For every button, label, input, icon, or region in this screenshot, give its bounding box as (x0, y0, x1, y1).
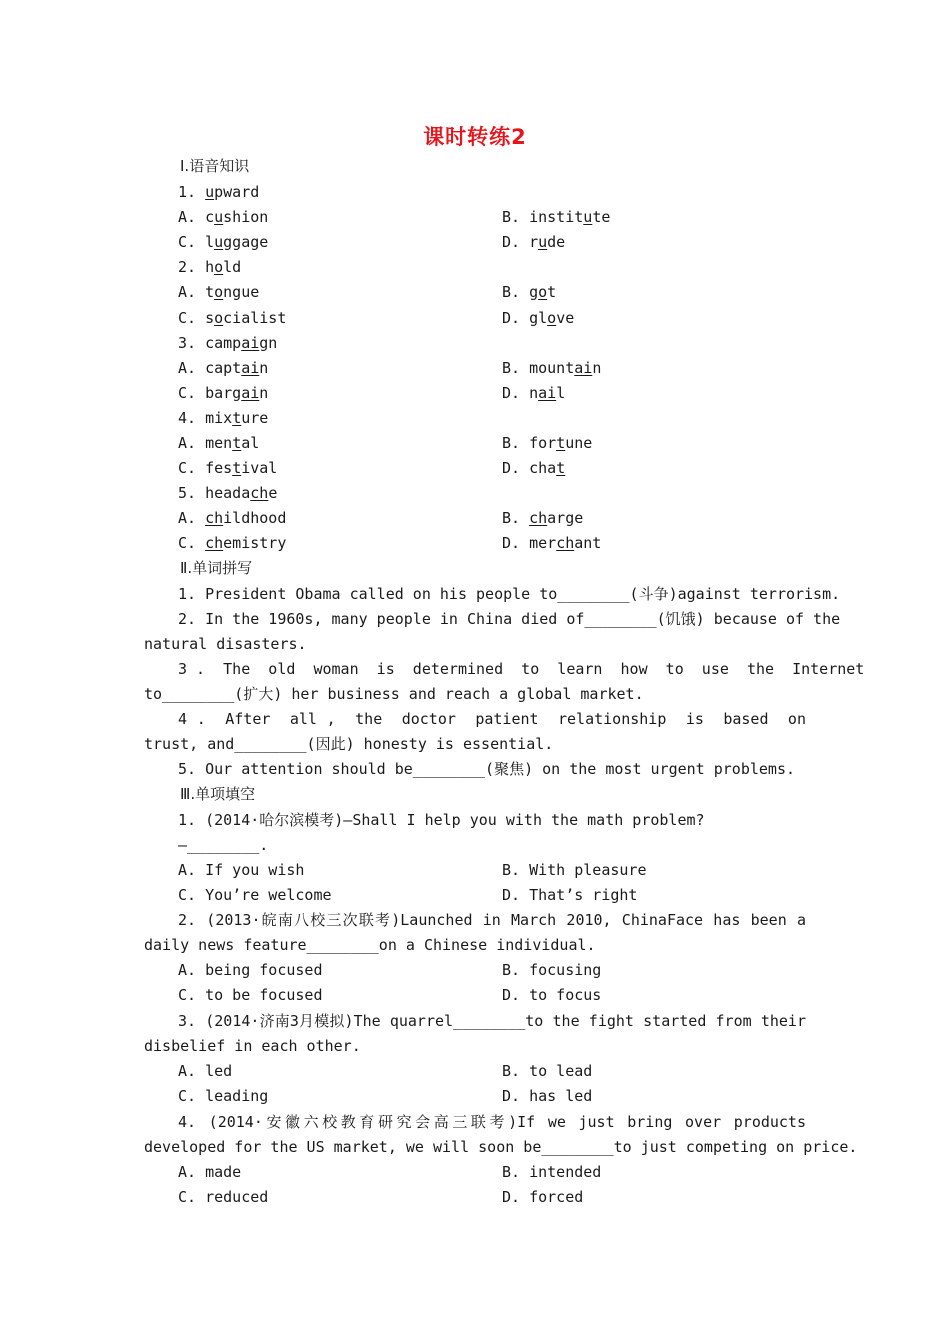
phonetic-q5-option-d (502, 533, 601, 553)
word-part: e (268, 484, 278, 502)
spelling-item-1: 1. President Obama called on his people to________(斗争)against terrorism. (178, 585, 841, 603)
choice-q1-option-c: C. You’re welcome (178, 886, 332, 904)
choice-q4-option-a: A. made (178, 1163, 242, 1181)
word-part: ve (556, 309, 575, 327)
phonetic-q1-option-d (502, 232, 565, 252)
underlined-letters: ai (574, 359, 593, 377)
section-3-heading: Ⅲ.单项填空 (180, 785, 256, 803)
underlined-letters: o (547, 309, 557, 327)
phonetic-q4-option-b (502, 433, 592, 453)
option-letter: C. (178, 459, 197, 477)
question-number: 4. (178, 409, 197, 427)
word-part: cha (529, 459, 557, 477)
option-letter: A. (178, 434, 197, 452)
choice-q4-stem-cont: developed for the US market, we will soon be________to just competing on price. (144, 1138, 858, 1156)
choice-q1-option-b: B. With pleasure (502, 861, 647, 879)
underlined-letters: ch (205, 509, 224, 527)
choice-q4-option-c: C. reduced (178, 1188, 269, 1206)
spelling-item-4: 4 . After all , the doctor patient relationship is based on (178, 710, 806, 728)
word-part: te (592, 208, 611, 226)
word-part: t (205, 283, 215, 301)
page-title: 课时转练2 (423, 125, 527, 149)
word-part: de (547, 233, 566, 251)
option-letter: A. (178, 509, 197, 527)
phonetic-q1-option-a (178, 207, 268, 227)
word-part: gl (529, 309, 548, 327)
choice-q4-option-b: B. intended (502, 1163, 602, 1181)
underlined-letters: o (214, 309, 224, 327)
option-letter: C. (178, 309, 197, 327)
phonetic-q1-option-c (178, 232, 268, 252)
option-letter: C. (178, 384, 197, 402)
word-part: barg (205, 384, 242, 402)
underlined-letters: t (232, 459, 242, 477)
word-part: n (529, 384, 539, 402)
underlined-letters: u (538, 233, 548, 251)
underlined-letters: t (232, 434, 242, 452)
question-number: 2. (178, 258, 197, 276)
option-letter: B. (502, 434, 521, 452)
choice-q2-stem: 2. (2013·皖南八校三次联考)Launched in March 2010, ChinaFace has been a (178, 911, 806, 929)
underlined-letters: t (232, 409, 242, 427)
section-1-heading: Ⅰ.语音知识 (180, 157, 250, 175)
underlined-letters: o (214, 258, 224, 276)
word-part: n (259, 384, 269, 402)
phonetic-question-3 (178, 333, 277, 353)
word-part: ant (574, 534, 602, 552)
word-part: instit (529, 208, 584, 226)
choice-q2-option-b: B. focusing (502, 961, 602, 979)
phonetic-question-2 (178, 257, 241, 277)
word-part: for (529, 434, 557, 452)
choice-q4-stem: 4. (2014·安徽六校教育研究会高三联考)If we just bring over products (178, 1113, 806, 1131)
phonetic-q5-option-c (178, 533, 286, 553)
choice-q3-option-d: D. has led (502, 1087, 593, 1105)
word-part: capt (205, 359, 242, 377)
spelling-item-2-cont: natural disasters. (144, 635, 307, 653)
spelling-item-3-cont: to________(扩大) her business and reach a global market. (144, 685, 644, 703)
phonetic-q3-option-a (178, 358, 268, 378)
choice-q3-option-c: C. leading (178, 1087, 269, 1105)
option-letter: C. (178, 233, 197, 251)
option-letter: B. (502, 283, 521, 301)
choice-q3-option-b: B. to lead (502, 1062, 593, 1080)
option-letter: B. (502, 359, 521, 377)
phonetic-q2-option-a (178, 282, 259, 302)
word-part: mix (205, 409, 233, 427)
choice-q2-stem-cont: daily news feature________on a Chinese individual. (144, 936, 596, 954)
underlined-letters: t (556, 434, 566, 452)
phonetic-q3-option-d (502, 383, 565, 403)
phonetic-q4-option-c (178, 458, 277, 478)
word-part: l (556, 384, 566, 402)
word-part: pward (214, 183, 260, 201)
option-letter: D. (502, 384, 521, 402)
word-part: camp (205, 334, 242, 352)
word-part: ggage (223, 233, 269, 251)
choice-q1-option-d: D. That’s right (502, 886, 638, 904)
option-letter: A. (178, 283, 197, 301)
choice-q3-stem-cont: disbelief in each other. (144, 1037, 361, 1055)
phonetic-question-4 (178, 408, 268, 428)
option-letter: B. (502, 509, 521, 527)
underlined-letters: u (214, 208, 224, 226)
underlined-letters: ai (241, 359, 260, 377)
section-2-heading: Ⅱ.单词拼写 (180, 559, 253, 577)
word-part: h (205, 258, 215, 276)
phonetic-q3-option-b (502, 358, 601, 378)
word-part: s (205, 309, 215, 327)
word-part: arge (547, 509, 584, 527)
phonetic-question-1 (178, 182, 259, 202)
underlined-letters: ch (529, 509, 548, 527)
underlined-letters: u (583, 208, 593, 226)
underlined-letters: u (205, 183, 215, 201)
word-part: emistry (223, 534, 287, 552)
word-part: r (529, 233, 539, 251)
option-letter: D. (502, 309, 521, 327)
phonetic-q4-option-a (178, 433, 259, 453)
word-part: men (205, 434, 233, 452)
phonetic-q5-option-b (502, 508, 583, 528)
word-part: mer (529, 534, 557, 552)
word-part: ure (241, 409, 269, 427)
option-letter: A. (178, 208, 197, 226)
choice-q2-option-a: A. being focused (178, 961, 323, 979)
underlined-letters: ai (241, 384, 260, 402)
phonetic-q2-option-b (502, 282, 556, 302)
word-part: l (205, 233, 215, 251)
word-part: heada (205, 484, 251, 502)
option-letter: A. (178, 359, 197, 377)
underlined-letters: o (538, 283, 548, 301)
underlined-letters: ch (205, 534, 224, 552)
word-part: al (241, 434, 260, 452)
word-part: une (565, 434, 593, 452)
option-letter: D. (502, 534, 521, 552)
choice-q3-option-a: A. led (178, 1062, 233, 1080)
choice-q1-stem: 1. (2014·哈尔滨模考)—Shall I help you with the math problem? (178, 811, 705, 829)
word-part: n (592, 359, 602, 377)
underlined-letters: t (556, 459, 566, 477)
choice-q2-option-c: C. to be focused (178, 986, 323, 1004)
choice-q4-option-d: D. forced (502, 1188, 584, 1206)
phonetic-question-5 (178, 483, 277, 503)
question-number: 5. (178, 484, 197, 502)
choice-q2-option-d: D. to focus (502, 986, 602, 1004)
phonetic-q5-option-a (178, 508, 286, 528)
question-number: 3. (178, 334, 197, 352)
word-part: cialist (223, 309, 287, 327)
option-letter: B. (502, 208, 521, 226)
underlined-letters: o (214, 283, 224, 301)
option-letter: D. (502, 233, 521, 251)
word-part: n (259, 359, 269, 377)
underlined-letters: ai (241, 334, 260, 352)
phonetic-q2-option-c (178, 308, 286, 328)
word-part: fes (205, 459, 233, 477)
word-part: ildhood (223, 509, 287, 527)
word-part: ival (241, 459, 278, 477)
word-part: t (547, 283, 557, 301)
underlined-letters: ch (250, 484, 269, 502)
word-part: g (529, 283, 539, 301)
spelling-item-2: 2. In the 1960s, many people in China died of________(饥饿) because of the (178, 610, 841, 628)
word-part: ld (223, 258, 242, 276)
word-part: shion (223, 208, 269, 226)
word-part: ngue (223, 283, 260, 301)
word-part: mount (529, 359, 575, 377)
underlined-letters: u (214, 233, 224, 251)
word-part: gn (259, 334, 278, 352)
spelling-item-3: 3 . The old woman is determined to learn how to use the Internet (178, 660, 865, 678)
underlined-letters: ch (556, 534, 575, 552)
option-letter: C. (178, 534, 197, 552)
phonetic-q1-option-b (502, 207, 610, 227)
word-part: c (205, 208, 215, 226)
choice-q1-stem-cont: —________. (178, 836, 269, 854)
underlined-letters: ai (538, 384, 557, 402)
option-letter: D. (502, 459, 521, 477)
phonetic-q4-option-d (502, 458, 565, 478)
question-number: 1. (178, 183, 197, 201)
choice-q1-option-a: A. If you wish (178, 861, 305, 879)
phonetic-q3-option-c (178, 383, 268, 403)
phonetic-q2-option-d (502, 308, 574, 328)
spelling-item-4-cont: trust, and________(因此) honesty is essential. (144, 735, 554, 753)
choice-q3-stem: 3. (2014·济南3月模拟)The quarrel________to the fight started from their (178, 1012, 806, 1030)
spelling-item-5: 5. Our attention should be________(聚焦) on the most urgent problems. (178, 760, 795, 778)
